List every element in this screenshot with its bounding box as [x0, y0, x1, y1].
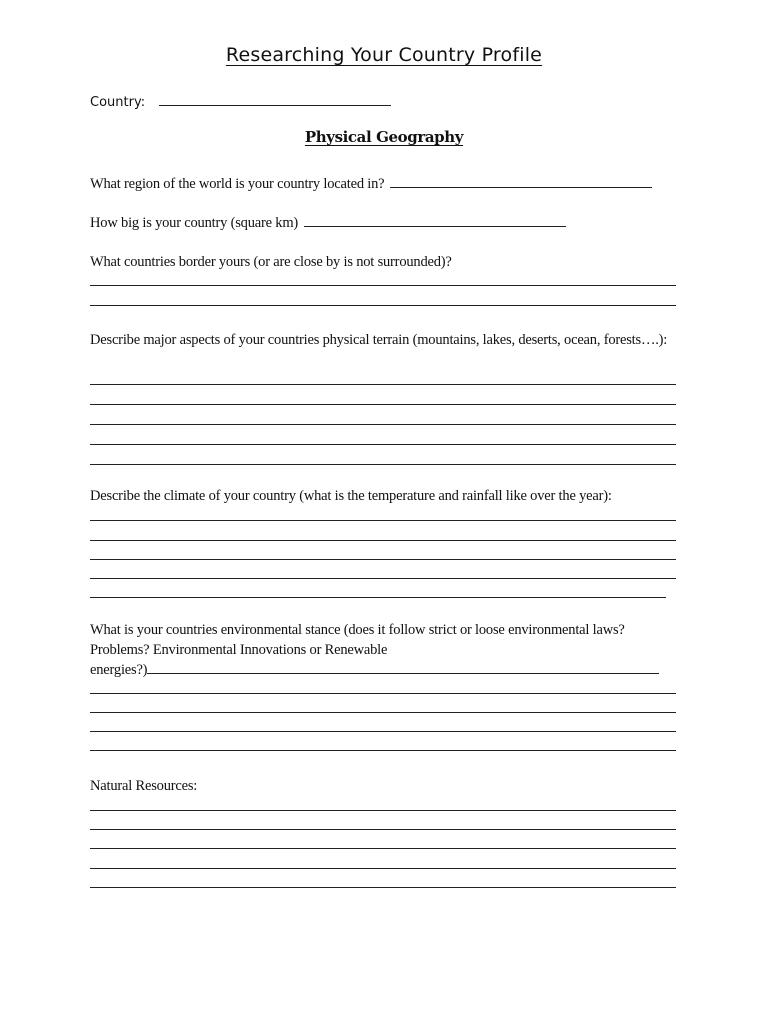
environment-answer-line[interactable]	[90, 750, 676, 751]
question-region-text: What region of the world is your country located in?	[90, 176, 385, 192]
environment-answer-line[interactable]	[90, 731, 676, 732]
question-size	[90, 213, 678, 233]
terrain-answer-line[interactable]	[90, 424, 676, 425]
question-environment-line-3-text: energies?)	[90, 662, 148, 678]
borders-answer-line[interactable]	[90, 285, 676, 286]
region-answer-line[interactable]	[390, 174, 652, 188]
country-answer-line[interactable]	[159, 92, 391, 106]
question-terrain: Describe major aspects of your countries physical terrain (mountains, lakes, deserts, ocean, forests….):	[90, 332, 668, 348]
terrain-answer-line[interactable]	[90, 404, 676, 405]
question-resources: Natural Resources:	[90, 778, 198, 794]
climate-answer-line[interactable]	[90, 540, 676, 541]
question-environment-line-1: What is your countries environmental stance (does it follow strict or loose environmental laws?	[90, 622, 625, 638]
question-environment-line-3	[90, 660, 678, 680]
page-title: Researching Your Country Profile	[225, 44, 543, 66]
question-climate: Describe the climate of your country (what is the temperature and rainfall like over the year):	[90, 488, 612, 504]
environment-answer-line[interactable]	[147, 660, 659, 674]
question-borders: What countries border yours (or are close by is not surrounded)?	[90, 254, 452, 270]
question-region	[90, 174, 678, 194]
climate-answer-line[interactable]	[90, 597, 666, 598]
section-title: Physical Geography	[304, 128, 464, 146]
environment-answer-line[interactable]	[90, 693, 676, 694]
size-answer-line[interactable]	[304, 213, 566, 227]
resources-answer-line[interactable]	[90, 887, 676, 888]
climate-answer-line[interactable]	[90, 520, 676, 521]
resources-answer-line[interactable]	[90, 868, 676, 869]
question-size-text: How big is your country (square km)	[90, 215, 299, 231]
environment-answer-line[interactable]	[90, 712, 676, 713]
question-environment-line-2: Problems? Environmental Innovations or Renewable	[90, 642, 388, 658]
resources-answer-line[interactable]	[90, 848, 676, 849]
terrain-answer-line[interactable]	[90, 444, 676, 445]
climate-answer-line[interactable]	[90, 559, 676, 560]
climate-answer-line[interactable]	[90, 578, 676, 579]
borders-answer-line[interactable]	[90, 305, 676, 306]
resources-answer-line[interactable]	[90, 810, 676, 811]
country-label: Country:	[90, 95, 146, 110]
country-field-row	[90, 92, 391, 112]
resources-answer-line[interactable]	[90, 829, 676, 830]
terrain-answer-line[interactable]	[90, 464, 676, 465]
terrain-answer-line[interactable]	[90, 384, 676, 385]
